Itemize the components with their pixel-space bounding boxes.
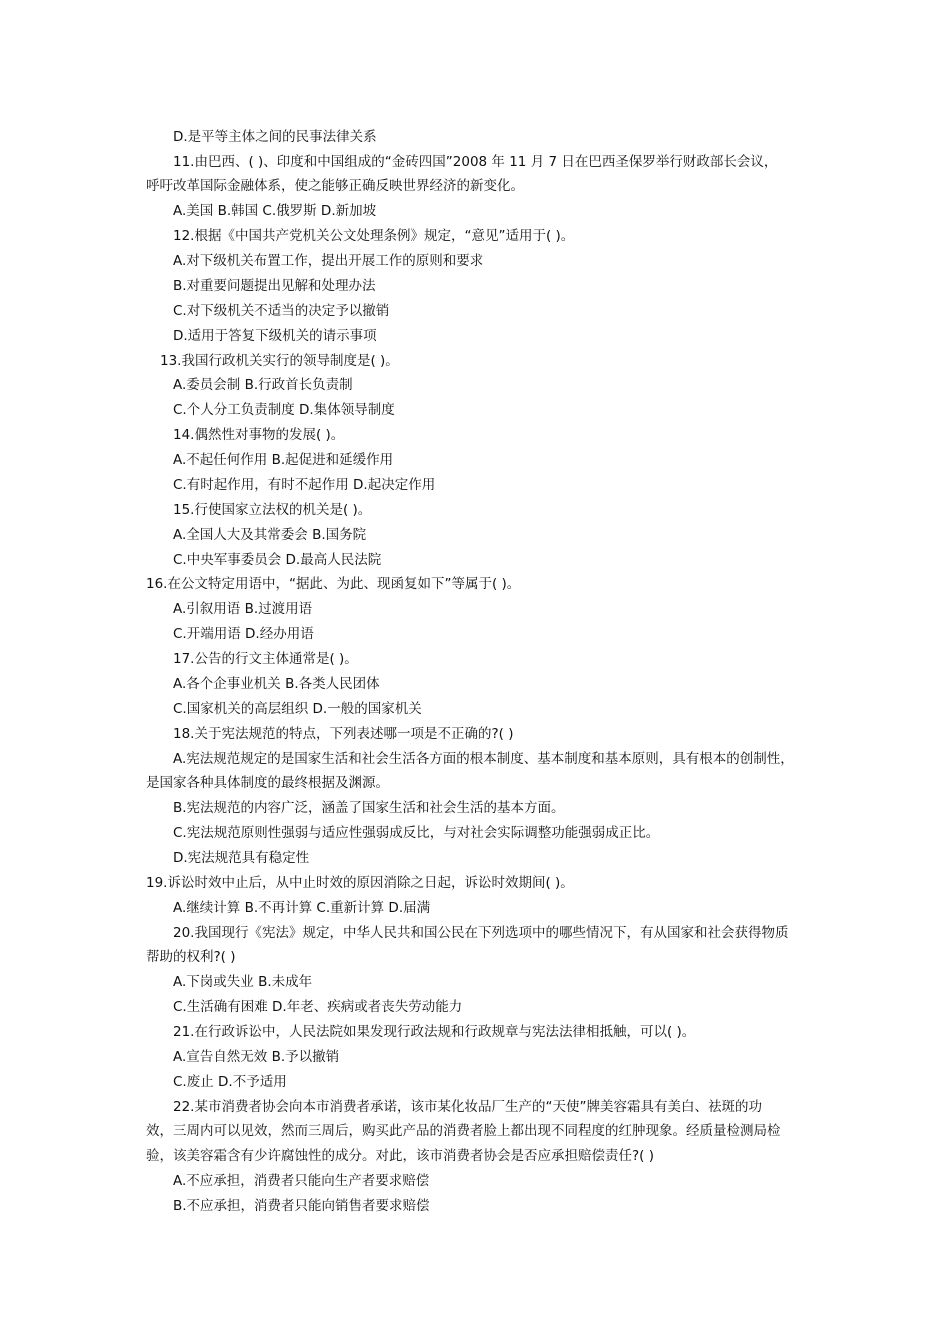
option-line: A.不起任何作用 B.起促进和延缓作用 bbox=[173, 452, 394, 468]
option-line: C.对下级机关不适当的决定予以撤销 bbox=[173, 303, 390, 319]
question-line: 14.偶然性对事物的发展( )。 bbox=[173, 427, 345, 443]
option-line: A.委员会制 B.行政首长负责制 bbox=[173, 377, 353, 393]
question-line: 20.我国现行《宪法》规定，中华人民共和国公民在下列选项中的哪些情况下，有从国家和社会获得物质 bbox=[173, 925, 789, 941]
option-line: B.宪法规范的内容广泛，涵盖了国家生活和社会生活的基本方面。 bbox=[173, 800, 565, 816]
question-continuation: 验，该美容霜含有少许腐蚀性的成分。对此，该市消费者协会是否应承担赔偿责任?( ) bbox=[146, 1148, 654, 1164]
option-line: A.宣告自然无效 B.予以撤销 bbox=[173, 1049, 340, 1065]
question-continuation: 呼吁改革国际金融体系，使之能够正确反映世界经济的新变化。 bbox=[146, 178, 524, 194]
question-line: 12.根据《中国共产党机关公文处理条例》规定，“意见”适用于( )。 bbox=[173, 228, 575, 244]
question-line: 22.某市消费者协会向本市消费者承诺，该市某化妆品厂生产的“天使”牌美容霜具有美白、祛斑的功 bbox=[173, 1099, 762, 1115]
option-line: C.生活确有困难 D.年老、疾病或者丧失劳动能力 bbox=[173, 999, 463, 1015]
option-line: B.不应承担，消费者只能向销售者要求赔偿 bbox=[173, 1198, 430, 1214]
option-line: A.引叙用语 B.过渡用语 bbox=[173, 601, 313, 617]
question-line: 17.公告的行文主体通常是( )。 bbox=[173, 651, 358, 667]
option-line: B.对重要问题提出见解和处理办法 bbox=[173, 278, 376, 294]
option-line: C.开端用语 D.经办用语 bbox=[173, 626, 314, 642]
question-continuation: 效，三周内可以见效，然而三周后，购买此产品的消费者脸上都出现不同程度的红肿现象。经质量检测局检 bbox=[146, 1123, 781, 1139]
option-line: C.有时起作用，有时不起作用 D.起决定作用 bbox=[173, 477, 436, 493]
option-line: D.是平等主体之间的民事法律关系 bbox=[173, 129, 377, 145]
option-line: C.国家机关的高层组织 D.一般的国家机关 bbox=[173, 701, 422, 717]
option-line: A.各个企事业机关 B.各类人民团体 bbox=[173, 676, 380, 692]
option-line: A.宪法规范规定的是国家生活和社会生活各方面的根本制度、基本制度和基本原则，具有根本的创制性， bbox=[173, 751, 794, 767]
option-line: C.中央军事委员会 D.最高人民法院 bbox=[173, 552, 382, 568]
question-line: 16.在公文特定用语中，“据此、为此、现函复如下”等属于( )。 bbox=[146, 576, 521, 592]
option-continuation: 是国家各种具体制度的最终根据及渊源。 bbox=[146, 775, 389, 791]
question-line: 18.关于宪法规范的特点，下列表述哪一项是不正确的?( ) bbox=[173, 726, 514, 742]
option-line: A.下岗或失业 B.未成年 bbox=[173, 974, 313, 990]
question-line: 11.由巴西、( )、印度和中国组成的“金砖四国”2008 年 11 月 7 日在巴西圣保罗举行财政部长会议， bbox=[173, 154, 778, 170]
option-line: A.全国人大及其常委会 B.国务院 bbox=[173, 527, 367, 543]
option-line: A.对下级机关布置工作，提出开展工作的原则和要求 bbox=[173, 253, 484, 269]
question-continuation: 帮助的权利?( ) bbox=[146, 949, 236, 965]
option-line: A.美国 B.韩国 C.俄罗斯 D.新加坡 bbox=[173, 203, 377, 219]
question-line: 19.诉讼时效中止后，从中止时效的原因消除之日起，诉讼时效期间( )。 bbox=[146, 875, 574, 891]
question-line: 15.行使国家立法权的机关是( )。 bbox=[173, 502, 372, 518]
option-line: D.适用于答复下级机关的请示事项 bbox=[173, 328, 377, 344]
option-line: A.继续计算 B.不再计算 C.重新计算 D.届满 bbox=[173, 900, 431, 916]
option-line: A.不应承担，消费者只能向生产者要求赔偿 bbox=[173, 1173, 430, 1189]
question-line: 21.在行政诉讼中，人民法院如果发现行政法规和行政规章与宪法法律相抵触，可以( )。 bbox=[173, 1024, 696, 1040]
option-line: D.宪法规范具有稳定性 bbox=[173, 850, 310, 866]
option-line: C.废止 D.不予适用 bbox=[173, 1074, 287, 1090]
option-line: C.宪法规范原则性强弱与适应性强弱成反比，与对社会实际调整功能强弱成正比。 bbox=[173, 825, 660, 841]
question-line: 13.我国行政机关实行的领导制度是( )。 bbox=[160, 353, 399, 369]
option-line: C.个人分工负责制度 D.集体领导制度 bbox=[173, 402, 395, 418]
